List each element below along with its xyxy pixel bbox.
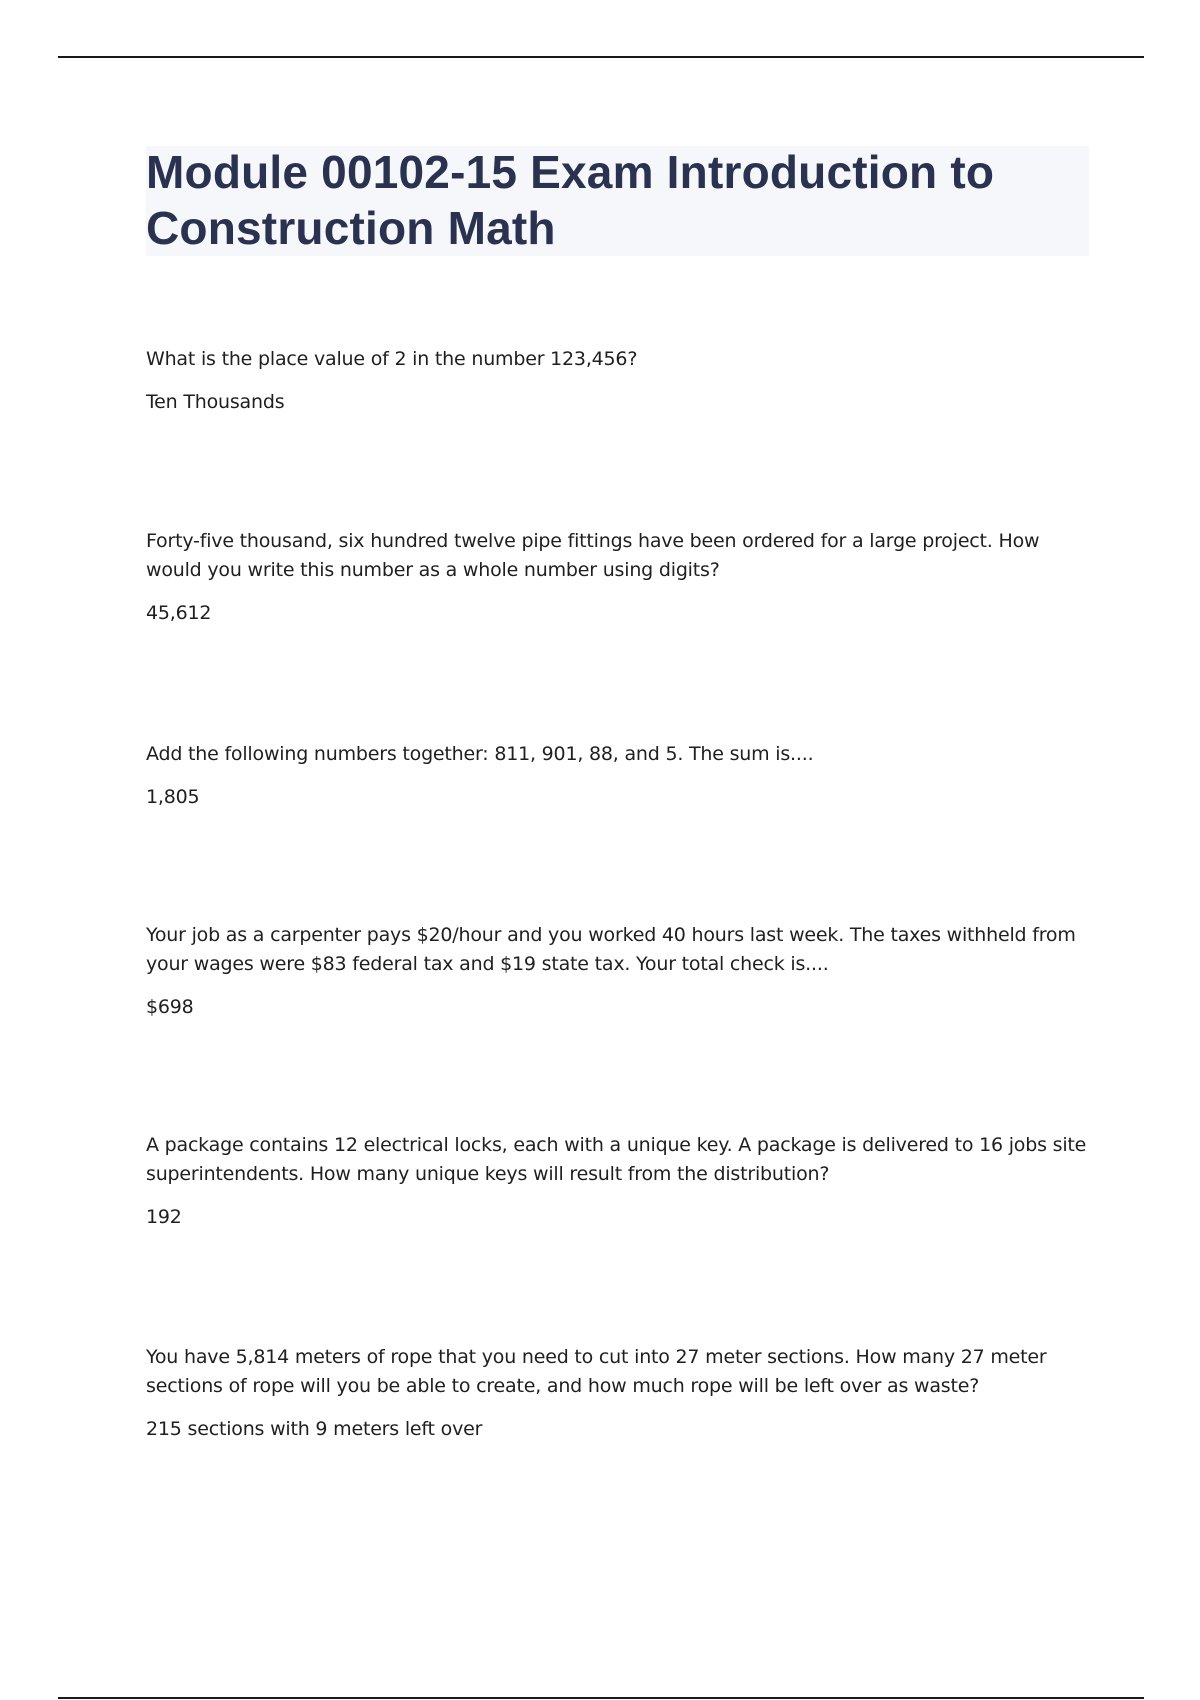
bottom-rule [58,1697,1144,1699]
answer-text: 215 sections with 9 meters left over [146,1418,483,1440]
question-text: What is the place value of 2 in the number 123,456? [146,348,638,370]
document-title: Module 00102-15 Exam Introduction to Construction Math [146,146,995,254]
question-text: You have 5,814 meters of rope that you need to cut into 27 meter sections. How many 27 meter sections of rope will you be able to create, and how much rope will be left over as waste? [146,1346,1047,1397]
top-rule [58,56,1144,58]
question-text: Forty-five thousand, six hundred twelve pipe fittings have been ordered for a large project. How would you write this number as a whole number using digits? [146,530,1040,581]
answer-text: $698 [146,996,194,1018]
qa-item [146,1131,1096,1229]
qa-item [146,740,1096,809]
question-text: A package contains 12 electrical locks, each with a unique key. A package is delivered to 16 jobs site superintendents. How many unique keys will result from the distribution? [146,1134,1087,1185]
qa-item [146,527,1096,625]
answer-text: 192 [146,1206,182,1228]
qa-item [146,1343,1096,1441]
answer-text: 1,805 [146,786,200,808]
qa-item [146,345,1096,414]
answer-text: 45,612 [146,602,212,624]
answer-text: Ten Thousands [146,391,285,413]
qa-item [146,921,1096,1019]
question-text: Your job as a carpenter pays $20/hour and you worked 40 hours last week. The taxes withheld from your wages were $83 federal tax and $19 state tax. Your total check is.... [146,924,1076,975]
question-text: Add the following numbers together: 811, 901, 88, and 5. The sum is.... [146,743,814,765]
